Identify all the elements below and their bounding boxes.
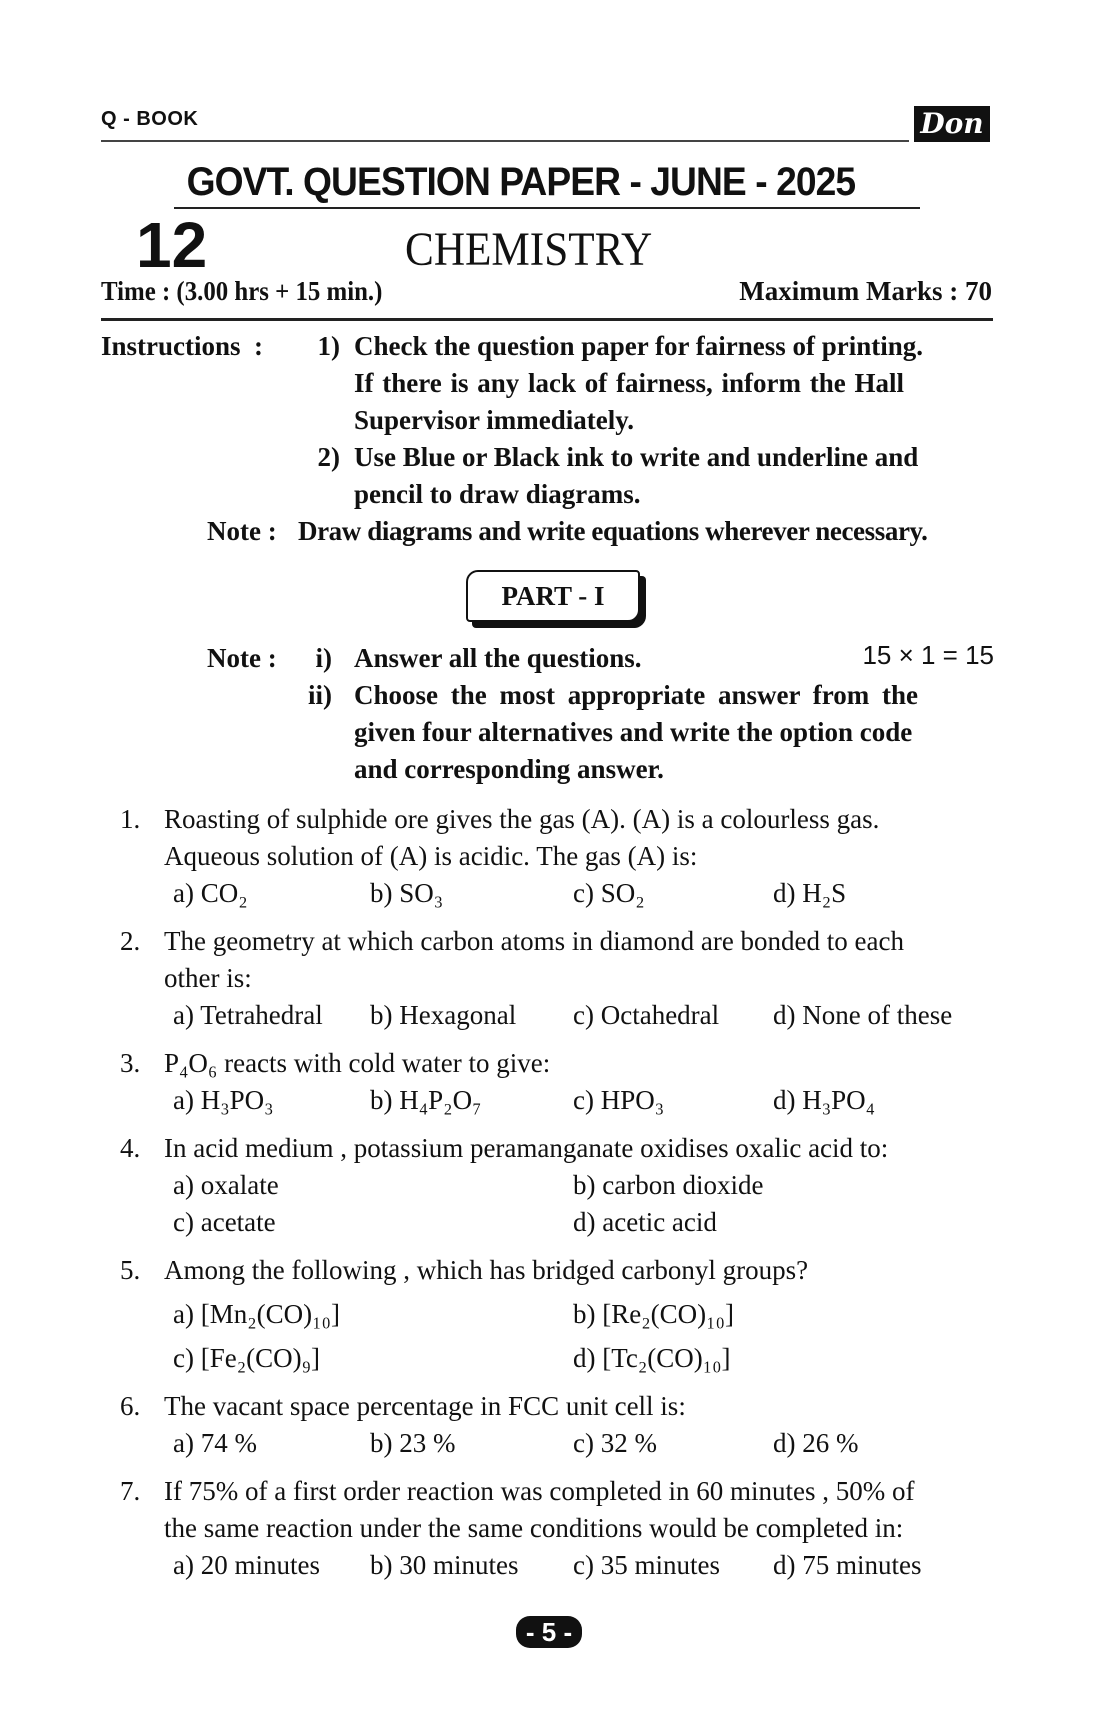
- question-text: other is:: [164, 963, 252, 993]
- instruction-line: Check the question paper for fairness of printing.: [354, 331, 924, 361]
- option-b[interactable]: b) [Re₂(CO)₁₀]: [573, 1299, 734, 1329]
- part-note-number: i): [315, 643, 332, 673]
- question-text: In acid medium , potassium peramanganate oxidises oxalic acid to:: [164, 1133, 889, 1163]
- part-note-label: Note :: [207, 643, 277, 673]
- option-d[interactable]: d) acetic acid: [573, 1207, 717, 1237]
- option-a[interactable]: a) 20 minutes: [173, 1550, 320, 1580]
- question-number: 6.: [120, 1391, 141, 1421]
- option-d[interactable]: d) 26 %: [773, 1428, 859, 1458]
- marks-formula: 15 × 1 = 15: [862, 640, 994, 670]
- question-text: Among the following , which has bridged carbonyl groups?: [164, 1255, 809, 1285]
- instruction-line: Use Blue or Black ink to write and underline and: [354, 442, 919, 472]
- instruction-line: pencil to draw diagrams.: [354, 479, 641, 509]
- question-text: The geometry at which carbon atoms in diamond are bonded to each: [164, 926, 904, 956]
- option-d[interactable]: d) H₂S: [773, 878, 847, 908]
- instruction-line: If there is any lack of fairness, inform the Hall: [354, 368, 904, 398]
- option-c[interactable]: c) 32 %: [573, 1428, 657, 1458]
- part-note-line: given four alternatives and write the option code: [354, 717, 913, 747]
- option-b[interactable]: b) SO₃: [370, 878, 444, 908]
- part-note-line: and corresponding answer.: [354, 754, 664, 784]
- option-a[interactable]: a) H₃PO₃: [173, 1085, 274, 1115]
- question-text: Roasting of sulphide ore gives the gas (A). (A) is a colourless gas.: [164, 804, 880, 834]
- question-number: 7.: [120, 1476, 141, 1506]
- exam-duration: Time : (3.00 hrs + 15 min.): [101, 276, 383, 306]
- note-label: Note :: [207, 516, 277, 546]
- instruction-line: Supervisor immediately.: [354, 405, 634, 435]
- subject-title: CHEMISTRY: [405, 223, 653, 276]
- part-note-number: ii): [308, 680, 332, 710]
- question-text: Aqueous solution of (A) is acidic. The gas (A) is:: [164, 841, 698, 871]
- option-c[interactable]: c) [Fe₂(CO)₉]: [173, 1343, 321, 1373]
- part-note-text: Answer all the questions.: [354, 643, 642, 673]
- instructions-label: Instructions: [101, 331, 241, 361]
- instructions-colon: :: [254, 331, 263, 361]
- page-title: GOVT. QUESTION PAPER - JUNE - 2025: [186, 160, 856, 204]
- question-text: If 75% of a first order reaction was completed in 60 minutes , 50% of: [164, 1476, 915, 1506]
- option-b[interactable]: b) H₄P₂O₇: [370, 1085, 482, 1115]
- option-b[interactable]: b) 23 %: [370, 1428, 456, 1458]
- question-number: 3.: [120, 1048, 141, 1078]
- page-number: - 5 -: [516, 1616, 582, 1648]
- instruction-number: 2): [317, 442, 340, 472]
- maximum-marks: Maximum Marks : 70: [739, 276, 992, 306]
- part-heading: PART - I: [466, 570, 640, 622]
- option-c[interactable]: c) 35 minutes: [573, 1550, 720, 1580]
- option-a[interactable]: a) oxalate: [173, 1170, 279, 1200]
- note-text: Draw diagrams and write equations wherever necessary.: [298, 516, 928, 546]
- part-note-line: Choose the most appropriate answer from the: [354, 680, 918, 710]
- option-c[interactable]: c) acetate: [173, 1207, 276, 1237]
- option-b[interactable]: b) 30 minutes: [370, 1550, 519, 1580]
- header-divider: [101, 140, 909, 142]
- question-text: The vacant space percentage in FCC unit cell is:: [164, 1391, 686, 1421]
- question-text: P₄O₆ reacts with cold water to give:: [164, 1048, 551, 1078]
- option-a[interactable]: a) CO₂: [173, 878, 248, 908]
- header-bottom-divider: [101, 318, 993, 321]
- option-b[interactable]: b) Hexagonal: [370, 1000, 517, 1030]
- option-d[interactable]: d) 75 minutes: [773, 1550, 922, 1580]
- title-underline: [174, 207, 920, 209]
- question-number: 2.: [120, 926, 141, 956]
- option-c[interactable]: c) Octahedral: [573, 1000, 720, 1030]
- option-a[interactable]: a) Tetrahedral: [173, 1000, 323, 1030]
- option-a[interactable]: a) 74 %: [173, 1428, 257, 1458]
- option-d[interactable]: d) None of these: [773, 1000, 953, 1030]
- instruction-number: 1): [317, 331, 340, 361]
- option-c[interactable]: c) HPO₃: [573, 1085, 665, 1115]
- question-text: the same reaction under the same conditions would be completed in:: [164, 1513, 904, 1543]
- option-a[interactable]: a) [Mn₂(CO)₁₀]: [173, 1299, 340, 1329]
- question-number: 5.: [120, 1255, 141, 1285]
- publisher-logo: Don: [914, 106, 990, 142]
- question-number: 1.: [120, 804, 141, 834]
- option-d[interactable]: d) H₃PO₄: [773, 1085, 876, 1115]
- option-b[interactable]: b) carbon dioxide: [573, 1170, 764, 1200]
- question-number: 4.: [120, 1133, 141, 1163]
- option-c[interactable]: c) SO₂: [573, 878, 645, 908]
- option-d[interactable]: d) [Tc₂(CO)₁₀]: [573, 1343, 731, 1373]
- standard-number: 12: [136, 209, 208, 281]
- book-label: Q - BOOK: [101, 108, 199, 130]
